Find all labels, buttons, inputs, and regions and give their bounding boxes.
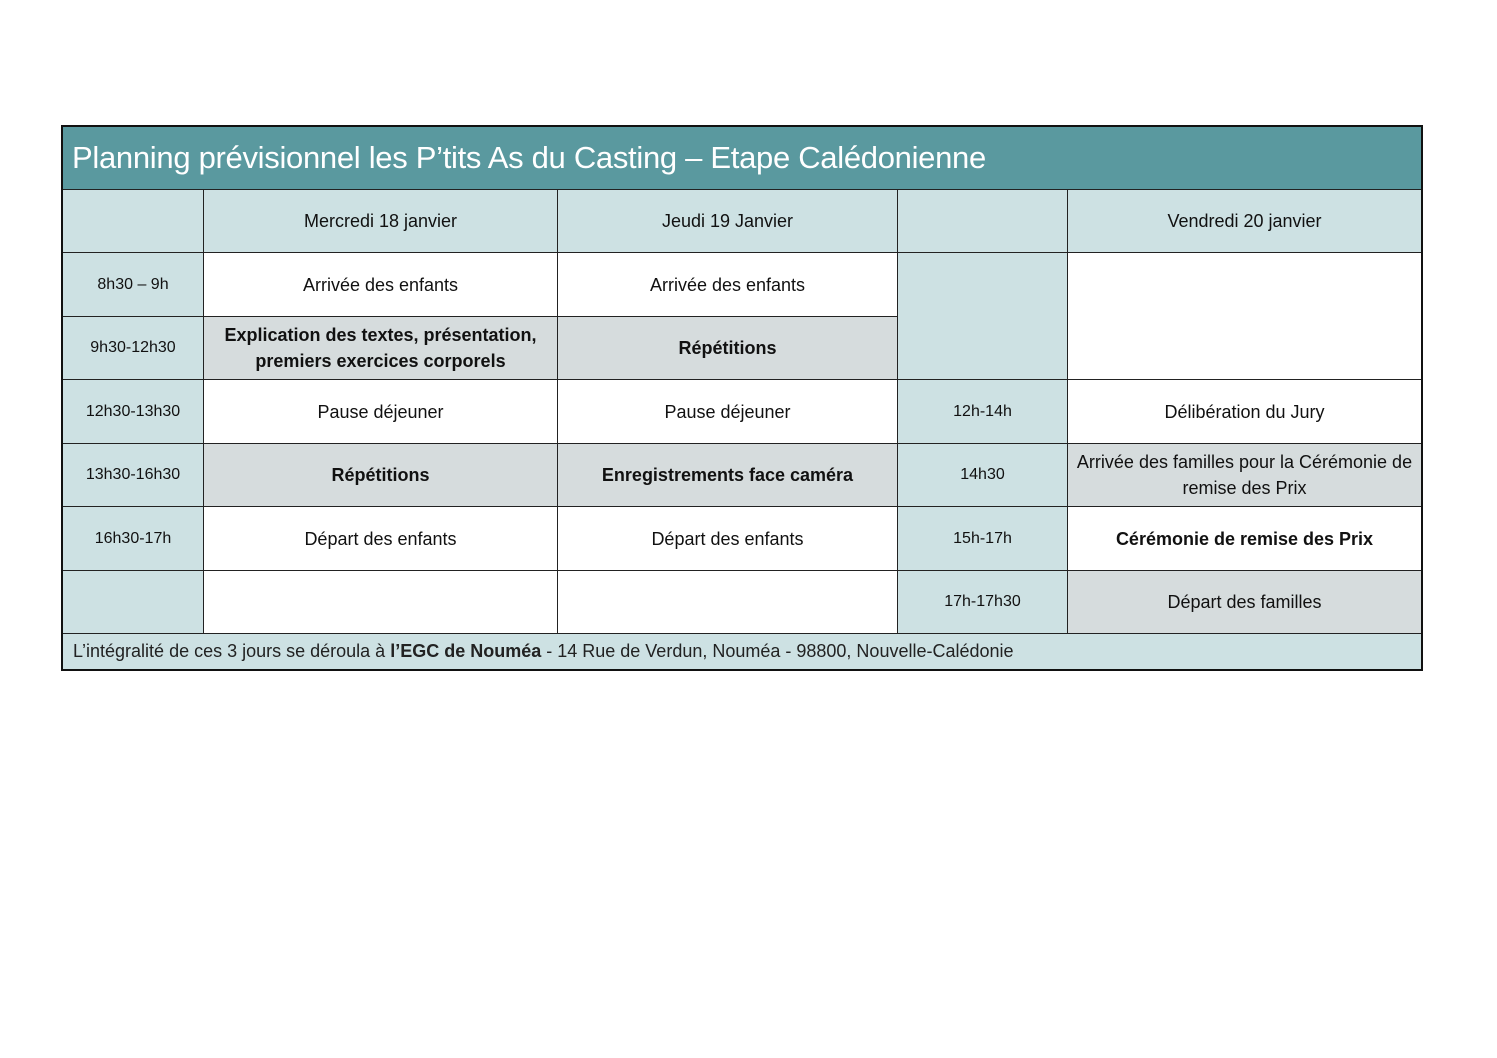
footer-prefix: L’intégralité de ces 3 jours se déroula à bbox=[73, 641, 391, 661]
schedule-grid bbox=[63, 190, 1421, 634]
vendredi-cell: Cérémonie de remise des Prix bbox=[1068, 507, 1421, 571]
jeudi-cell: Pause déjeuner bbox=[558, 380, 898, 444]
mercredi-cell: Arrivée des enfants bbox=[204, 253, 558, 317]
jeudi-cell bbox=[558, 571, 898, 634]
time-cell bbox=[63, 571, 204, 634]
vendredi-time-cell: 12h-14h bbox=[898, 380, 1068, 444]
footer-suffix: - 14 Rue de Verdun, Nouméa - 98800, Nouvelle-Calédonie bbox=[541, 641, 1014, 661]
mercredi-cell bbox=[204, 571, 558, 634]
jeudi-cell: Départ des enfants bbox=[558, 507, 898, 571]
vendredi-cell: Départ des familles bbox=[1068, 571, 1421, 634]
schedule-title: Planning prévisionnel les P’tits As du Casting – Etape Calédonienne bbox=[72, 140, 986, 175]
time-cell: 16h30-17h bbox=[63, 507, 204, 571]
mercredi-cell: Explication des textes, présentation, premiers exercices corporels bbox=[204, 317, 558, 380]
vendredi-merged-empty bbox=[1068, 253, 1421, 380]
footer-note bbox=[63, 634, 1421, 669]
time-cell: 8h30 – 9h bbox=[63, 253, 204, 317]
vendredi-time-cell: 15h-17h bbox=[898, 507, 1068, 571]
vendredi-cell: Délibération du Jury bbox=[1068, 380, 1421, 444]
schedule-table bbox=[61, 125, 1423, 671]
title-bar bbox=[63, 127, 1421, 190]
footer-place: l’EGC de Nouméa bbox=[390, 641, 542, 661]
mercredi-cell: Répétitions bbox=[204, 444, 558, 507]
time-cell: 13h30-16h30 bbox=[63, 444, 204, 507]
jeudi-cell: Enregistrements face caméra bbox=[558, 444, 898, 507]
jeudi-cell: Arrivée des enfants bbox=[558, 253, 898, 317]
header-vendredi-time bbox=[898, 190, 1068, 253]
mercredi-cell: Pause déjeuner bbox=[204, 380, 558, 444]
jeudi-cell: Répétitions bbox=[558, 317, 898, 380]
vendredi-time-cell: 17h-17h30 bbox=[898, 571, 1068, 634]
header-empty-cell bbox=[63, 190, 204, 253]
time-cell: 9h30-12h30 bbox=[63, 317, 204, 380]
header-mercredi: Mercredi 18 janvier bbox=[204, 190, 558, 253]
header-jeudi: Jeudi 19 Janvier bbox=[558, 190, 898, 253]
time-cell: 12h30-13h30 bbox=[63, 380, 204, 444]
vendredi-time-cell: 14h30 bbox=[898, 444, 1068, 507]
vendredi-time-merged-empty bbox=[898, 253, 1068, 380]
mercredi-cell: Départ des enfants bbox=[204, 507, 558, 571]
header-vendredi: Vendredi 20 janvier bbox=[1068, 190, 1421, 253]
vendredi-cell: Arrivée des familles pour la Cérémonie de remise des Prix bbox=[1068, 444, 1421, 507]
